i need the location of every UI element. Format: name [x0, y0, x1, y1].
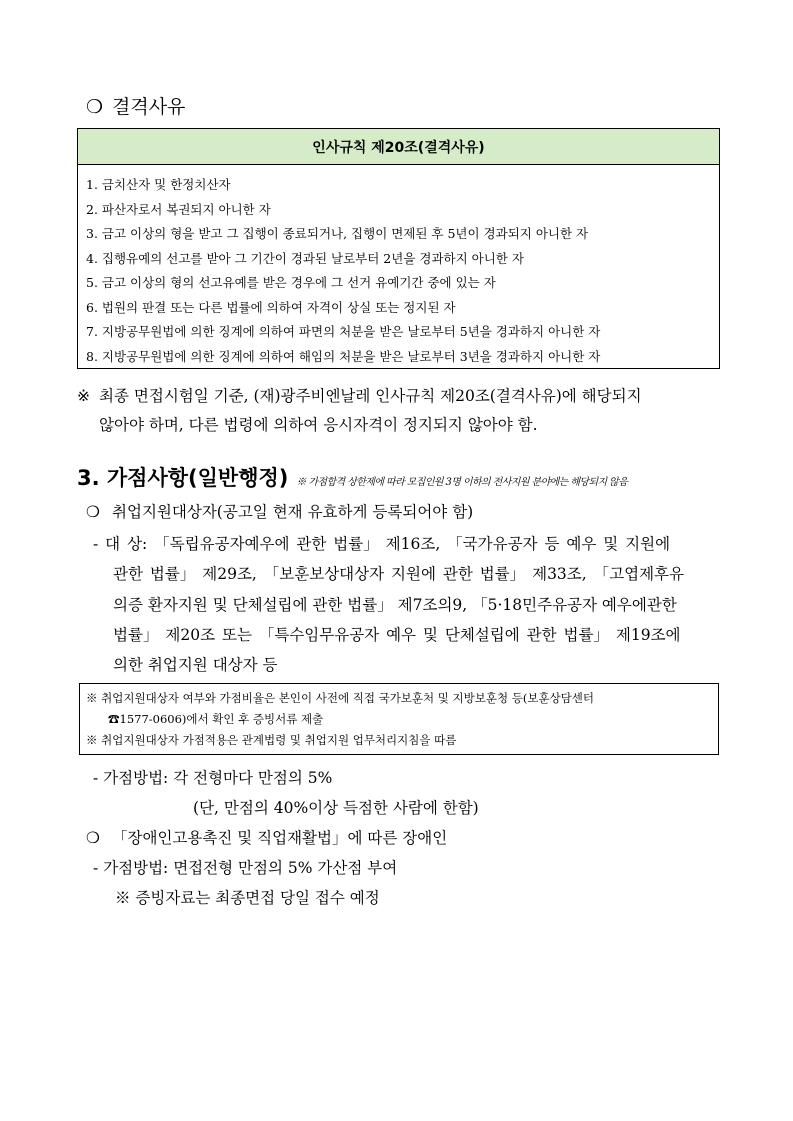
box-note-line: ※ 취업지원대상자 가점적용은 관계법령 및 취업지원 업무처리지침을 따름: [86, 733, 457, 747]
verification-note-box: [79, 683, 719, 755]
rule-item: 7. 지방공무원법에 의한 징계에 의하여 파면의 처분을 받은 날로부터 5년을 경과하지 아니한 자: [86, 324, 601, 339]
disabled-method: - 가점방법: 면접전형 만점의 5% 가산점 부여: [93, 859, 398, 877]
target-line: 의증 환자지원 및 단체설립에 관한 법률」 제7조의9, 「5·18민주유공자 예우에관한: [113, 596, 677, 614]
section-title-text: 결격사유: [112, 96, 186, 118]
section3-subnote: ※ 가점합격 상한제에 따라 모집인원 3명 이하의 전사지원 분야에는 해당되지 않음: [296, 477, 628, 488]
rule-table-header: 인사규칙 제20조(결격사유): [78, 129, 719, 165]
rule-item: 3. 금고 이상의 형을 받고 그 집행이 종료되거나, 집행이 면제된 후 5년이 경과되지 아니한 자: [86, 226, 589, 241]
rule-table: [77, 128, 720, 369]
section3-title: 3. 가점사항(일반행정): [77, 466, 289, 490]
rule-item: 4. 집행유예의 선고를 받아 그 기간이 경과된 날로부터 2년을 경과하지 아니한 자: [86, 250, 524, 266]
disqualification-note: [77, 382, 727, 440]
circle-bullet-icon: ❍: [86, 503, 100, 521]
employment-method-condition: (단, 만점의 40%이상 득점한 사람에 한함): [193, 799, 479, 817]
target-line: 관한 법률」 제29조, 「보훈보상대상자 지원에 관한 법률」 제33조, 「고엽제후유: [113, 565, 684, 583]
employment-method: - 가점방법: 각 전형마다 만점의 5%: [93, 769, 333, 787]
box-note-line: ※ 취업지원대상자 여부와 가점비율은 본인이 사전에 직접 국가보훈처 및 지방보훈청 등(보훈상담센터: [86, 691, 595, 705]
target-line: - 대 상: 「독립유공자예우에 관한 법률」 제16조, 「국가유공자 등 예우 및 지원에: [93, 535, 671, 553]
section-title-disqualification: [86, 92, 185, 119]
employment-support-title-text: 취업지원대상자(공고일 현재 유효하게 등록되어야 함): [112, 503, 474, 521]
box-note-line: ☎1577-0606)에서 확인 후 증빙서류 제출: [108, 712, 324, 726]
rule-item: 2. 파산자로서 복권되지 아니한 자: [86, 201, 271, 217]
target-line: 법률」 제20조 또는 「특수임무유공자 예우 및 단체설립에 관한 법률」 제19조에: [113, 626, 681, 644]
circle-bullet-icon: ❍: [86, 96, 104, 118]
rule-item: 5. 금고 이상의 형의 선고유예를 받은 경우에 그 선거 유예기간 중에 있는 자: [86, 275, 496, 290]
disabled-title-text: 「장애인고용촉진 및 직업재활법」에 따른 장애인: [112, 829, 448, 847]
disabled-title: [86, 826, 447, 848]
reference-mark-icon: ※: [77, 387, 90, 405]
note-line-2: 않아야 하며, 다른 법령에 의하여 응시자격이 정지되지 않아야 함.: [99, 416, 538, 434]
section3-heading: [77, 462, 627, 492]
note-line-1: 최종 면접시험일 기준, (재)광주비엔날레 인사규칙 제20조(결격사유)에 해당되지: [99, 387, 642, 405]
rule-item: 1. 금치산자 및 한정치산자: [86, 177, 231, 192]
rule-item: 8. 지방공무원법에 의한 징계에 의하여 해임의 처분을 받은 날로부터 3년을 경과하지 아니한 자: [86, 348, 601, 364]
target-line: 의한 취업지원 대상자 등: [113, 656, 278, 674]
disabled-note: ※ 증빙자료는 최종면접 당일 접수 예정: [115, 889, 380, 907]
rule-list: [78, 165, 719, 369]
employment-support-title: [86, 500, 473, 522]
rule-item: 6. 법원의 판결 또는 다른 법률에 의하여 자격이 상실 또는 정지된 자: [86, 299, 456, 315]
circle-bullet-icon: ❍: [86, 829, 100, 847]
